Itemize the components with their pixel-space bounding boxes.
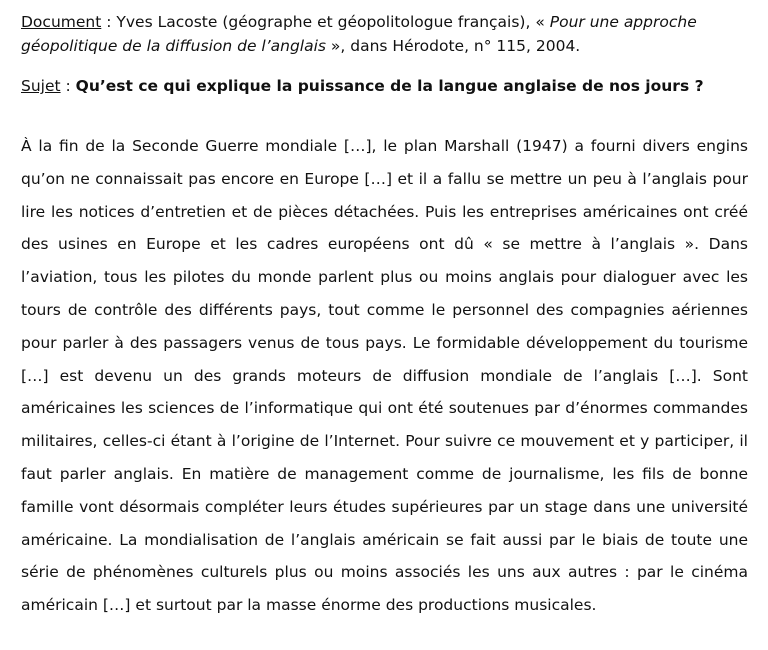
document-source: », dans Hérodote, n° 115, 2004. xyxy=(326,37,581,55)
subject-label: Sujet xyxy=(21,77,61,95)
document-label-separator: : xyxy=(101,13,117,31)
document-author: Yves Lacoste (géographe et géopolitologue français), « xyxy=(116,13,550,31)
excerpt-paragraph: À la fin de la Seconde Guerre mondiale […], le plan Marshall (1947) a fourni divers engins qu’on ne connaissait pas encore en Europe […] et il a fallu se mettre un peu à l’anglais pour lire les notices d’entretien et de pièces détachées. Puis les entreprises américaines ont créé des usines en Europe et les cadres européens ont dû « se mettre à l’anglais ». Dans l’aviation, tous les pilotes du monde parlent plus ou moins anglais pour dialoguer avec les tours de contrôle des différents pays, tout comme le personnel des compagnies aériennes pour parler à des passagers venus de tous pays. Le formidable développement du tourisme […] est devenu un des grands moteurs de diffusion mondiale de l’anglais […]. Sont américaines les sciences de l’informatique qui ont été soutenues par d’énormes commandes militaires, celles-ci étant à l’origine de l’Internet. Pour suivre ce mouvement et y participer, il faut parler anglais. En matière de management comme de journalisme, les fils de bonne famille vont désormais compléter leurs études supérieures par un stage dans une université américaine. La mondialisation de l’anglais américain se fait aussi par le biais de toute une série de phénomènes culturels plus ou moins associés les uns aux autres : par le cinéma américain […] et surtout par la masse énorme des productions musicales. xyxy=(21,137,748,615)
document-label: Document xyxy=(21,13,102,31)
subject-label-separator: : xyxy=(60,77,76,95)
subject-line xyxy=(21,74,748,98)
subject-question: Qu’est ce qui explique la puissance de la langue anglaise de nos jours ? xyxy=(75,77,704,95)
document-title: Pour une approche géopolitique de la diffusion de l’anglais xyxy=(21,13,697,55)
document-reference xyxy=(21,10,748,58)
excerpt-body xyxy=(21,130,748,622)
